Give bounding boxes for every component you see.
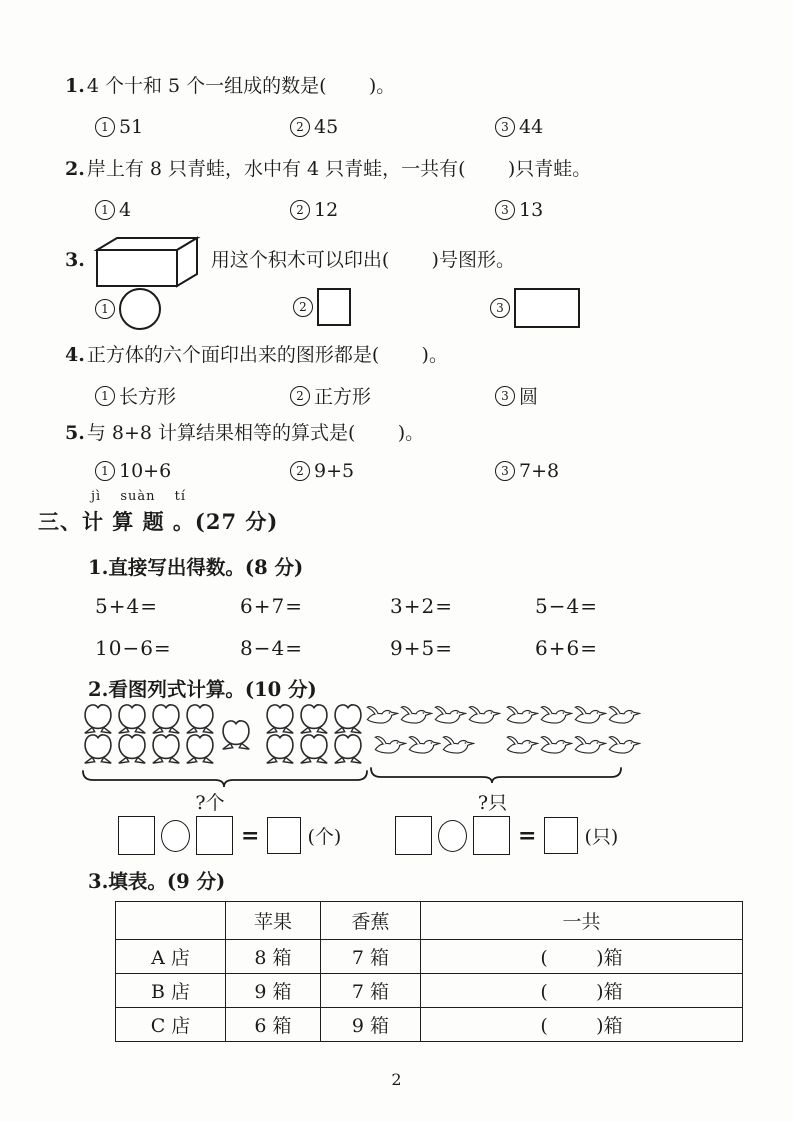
table-header-cell: 香蕉 xyxy=(321,902,421,940)
question-2 xyxy=(65,158,591,182)
apple-cell: 9 箱 xyxy=(226,974,321,1008)
rectangle-shape xyxy=(514,288,580,328)
question-2-number: 2. xyxy=(65,158,85,180)
question-3-text: 用这个积木可以印出( )号图形。 xyxy=(210,249,515,272)
option-marker: 2 xyxy=(290,461,310,481)
fill-table xyxy=(115,901,743,1042)
table-row xyxy=(116,1008,743,1042)
circle-shape xyxy=(119,288,161,330)
option xyxy=(495,199,543,221)
calc-expression: 5−4= xyxy=(535,594,598,618)
answer-box xyxy=(118,816,155,855)
option-marker: 1 xyxy=(95,117,115,137)
option-marker: 3 xyxy=(495,117,515,137)
option xyxy=(290,199,338,221)
equals-sign: = xyxy=(241,822,260,849)
cuboid-icon xyxy=(93,234,205,288)
total-cell: ( )箱 xyxy=(421,1008,743,1042)
option-label: 51 xyxy=(119,116,144,138)
table-header-row xyxy=(116,902,743,940)
operator-circle xyxy=(438,820,467,852)
banana-cell: 7 箱 xyxy=(321,974,421,1008)
option-marker: 2 xyxy=(290,386,310,406)
option xyxy=(95,116,143,138)
apple-cell: 6 箱 xyxy=(226,1008,321,1042)
option xyxy=(495,460,559,482)
option-marker: 3 xyxy=(495,461,515,481)
table-header-cell xyxy=(116,902,226,940)
calc-expression: 6+6= xyxy=(535,636,598,660)
equals-sign: = xyxy=(518,822,537,849)
question-3 xyxy=(65,234,515,288)
question-5-text: 与 8+8 计算结果相等的算式是( )。 xyxy=(86,422,425,444)
answer-box xyxy=(196,816,233,855)
option-marker: 3 xyxy=(495,386,515,406)
apple-cell: 8 箱 xyxy=(226,940,321,974)
option-label: 4 xyxy=(119,199,132,221)
table-header-cell: 一共 xyxy=(421,902,743,940)
option-label: 9+5 xyxy=(314,460,355,482)
store-cell: B 店 xyxy=(116,974,226,1008)
option xyxy=(95,382,176,409)
question-4-text: 正方体的六个面印出来的图形都是( )。 xyxy=(86,344,448,366)
equation-template-birds xyxy=(395,816,618,855)
option-marker: 2 xyxy=(290,117,310,137)
option-label: 7+8 xyxy=(519,460,560,482)
peaches-illustration xyxy=(80,702,370,790)
option xyxy=(290,116,338,138)
brace xyxy=(83,771,367,787)
store-cell: A 店 xyxy=(116,940,226,974)
option xyxy=(290,460,354,482)
question-3-number: 3. xyxy=(65,249,85,272)
banana-cell: 9 箱 xyxy=(321,1008,421,1042)
unit-label: (个) xyxy=(307,826,342,848)
table-row xyxy=(116,974,743,1008)
total-cell: ( )箱 xyxy=(421,940,743,974)
option-label: 45 xyxy=(314,116,339,138)
question-2-text: 岸上有 8 只青蛙，水中有 4 只青蛙，一共有( )只青蛙。 xyxy=(86,158,592,180)
total-cell: ( )箱 xyxy=(421,974,743,1008)
picture-title: 2.看图列式计算。(10 分) xyxy=(88,678,317,701)
question-1 xyxy=(65,75,395,99)
question-4 xyxy=(65,344,448,368)
option-label: 圆 xyxy=(519,386,539,408)
question-1-number: 1. xyxy=(65,75,85,97)
option-label: 正方形 xyxy=(314,386,372,408)
calc-expression: 9+5= xyxy=(390,636,453,660)
option-marker: 1 xyxy=(95,299,115,319)
peach-count-label: ?个 xyxy=(195,792,225,814)
option-label: 12 xyxy=(314,199,339,221)
answer-box xyxy=(544,817,578,854)
option-marker: 1 xyxy=(95,386,115,406)
calc-expression: 5+4= xyxy=(95,594,158,618)
bird-count-label: ?只 xyxy=(477,792,508,814)
option-marker: 3 xyxy=(495,200,515,220)
square-shape xyxy=(317,288,351,326)
question-5-number: 5. xyxy=(65,422,85,444)
question-1-text: 4 个十和 5 个一组成的数是( )。 xyxy=(86,75,396,97)
calc-expression: 3+2= xyxy=(390,594,453,618)
equation-template-peaches xyxy=(118,816,341,855)
question-5 xyxy=(65,422,424,446)
answer-box xyxy=(267,817,301,854)
option xyxy=(95,199,131,221)
calc-title: 1.直接写出得数。(8 分) xyxy=(88,556,304,579)
page-number: 2 xyxy=(391,1070,402,1089)
birds-illustration xyxy=(365,702,645,784)
option xyxy=(95,460,171,482)
brace xyxy=(371,768,621,783)
option-marker: 1 xyxy=(95,461,115,481)
table-row xyxy=(116,940,743,974)
option xyxy=(290,382,371,409)
option xyxy=(495,116,543,138)
option xyxy=(95,288,161,330)
table-title: 3.填表。(9 分) xyxy=(88,870,226,893)
option-marker: 2 xyxy=(293,297,313,317)
table-header-cell: 苹果 xyxy=(226,902,321,940)
option-marker: 3 xyxy=(490,298,510,318)
option xyxy=(293,288,351,326)
banana-cell: 7 箱 xyxy=(321,940,421,974)
calc-expression: 6+7= xyxy=(240,594,303,618)
answer-box xyxy=(473,816,510,855)
option-label: 10+6 xyxy=(119,460,172,482)
option-marker: 1 xyxy=(95,200,115,220)
option xyxy=(495,382,538,409)
option-label: 长方形 xyxy=(119,386,177,408)
option-marker: 2 xyxy=(290,200,310,220)
option xyxy=(490,288,580,328)
calc-expression: 8−4= xyxy=(240,636,303,660)
section-pinyin: jì suàn tí xyxy=(91,489,187,504)
section-heading: 三、计 算 题 。(27 分) xyxy=(38,509,279,534)
option-label: 44 xyxy=(519,116,544,138)
answer-box xyxy=(395,816,432,855)
store-cell: C 店 xyxy=(116,1008,226,1042)
unit-label: (只) xyxy=(584,826,619,848)
option-label: 13 xyxy=(519,199,544,221)
calc-expression: 10−6= xyxy=(95,636,172,660)
question-4-number: 4. xyxy=(65,344,85,366)
operator-circle xyxy=(161,820,190,852)
